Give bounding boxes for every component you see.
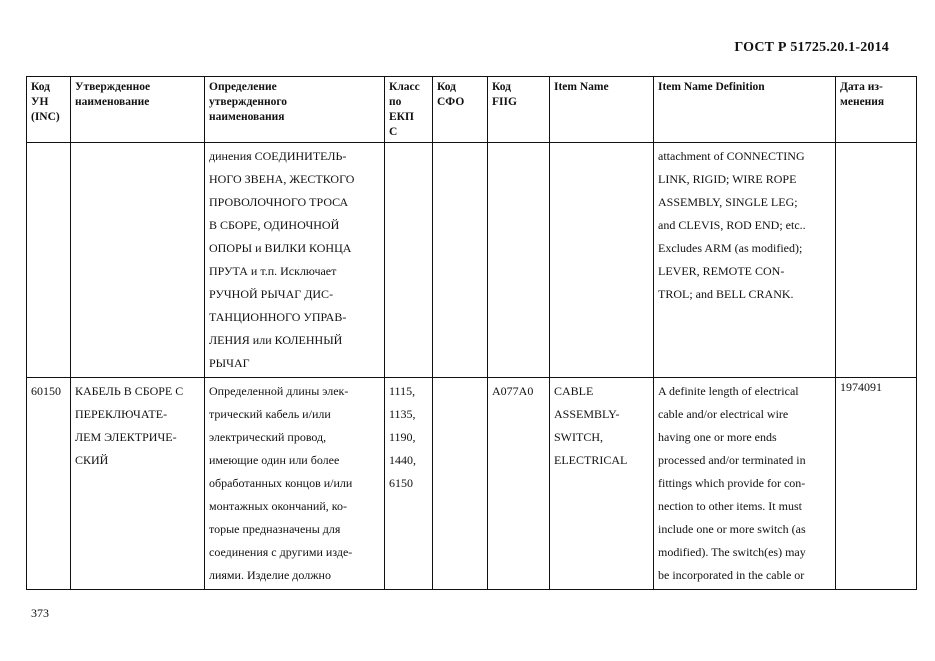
cell-approved-name: КАБЕЛЬ В СБОРЕ С ПЕРЕКЛЮЧАТЕ- ЛЕМ ЭЛЕКТРИЧЕ- СКИЙ (71, 378, 205, 590)
header-item-name-definition: Item Name Definition (654, 77, 836, 143)
cell-item-name-definition: A definite length of electrical cable and/or electrical wire having one or more ends processed and/or terminated in fittings which provide for con- nection to other items. It must include one or more switch (as modified). The switch(es) may be incorporated in the cable or (654, 378, 836, 590)
table-header-row (27, 77, 917, 143)
cell-fiig-code (488, 143, 550, 378)
header-item-name: Item Name (550, 77, 654, 143)
cell-name-definition: динения СОЕДИНИТЕЛЬ- НОГО ЗВЕНА, ЖЕСТКОГО ПРОВОЛОЧНОГО ТРОСА В СБОРЕ, ОДИНОЧНОЙ ОПОРЫ и ВИЛКИ КОНЦА ПРУТА и т.п. Исключает РУЧНОЙ РЫЧАГ ДИС- ТАНЦИОННОГО УПРАВ- ЛЕНИЯ или КОЛЕННЫЙ РЫЧАГ (205, 143, 385, 378)
cell-item-name-definition: attachment of CONNECTING LINK, RIGID; WIRE ROPE ASSEMBLY, SINGLE LEG; and CLEVIS, ROD END; etc.. Excludes ARM (as modified); LEVER, REMOTE CON- TROL; and BELL CRANK. (654, 143, 836, 378)
table-row (27, 378, 917, 590)
cell-ekps-class: 1115, 1135, 1190, 1440, 6150 (385, 378, 433, 590)
header-approved-name: Утвержденное наименование (71, 77, 205, 143)
cell-name-definition: Определенной длины элек- трический кабель и/или электрический провод, имеющие один или более обработанных концов и/или монтажных окончаний, ко- торые предназначены для соединения с другими изде- лиями. Изделие должно (205, 378, 385, 590)
cell-change-date: 1974091 (836, 378, 917, 590)
header-ekps-class: Класс по ЕКП С (385, 77, 433, 143)
table-row (27, 143, 917, 378)
cell-item-name: CABLE ASSEMBLY- SWITCH, ELECTRICAL (550, 378, 654, 590)
cell-item-name (550, 143, 654, 378)
cell-approved-name (71, 143, 205, 378)
cell-ekps-class (385, 143, 433, 378)
header-name-definition: Определение утвержденного наименования (205, 77, 385, 143)
cell-sfo-code (433, 378, 488, 590)
cell-inc-code: 60150 (27, 378, 71, 590)
cell-inc-code (27, 143, 71, 378)
header-fiig-code: Код FIIG (488, 77, 550, 143)
classification-table (26, 76, 917, 590)
page-number: 373 (31, 606, 49, 620)
cell-change-date (836, 143, 917, 378)
cell-fiig-code: A077A0 (488, 378, 550, 590)
header-change-date: Дата из- менения (836, 77, 917, 143)
header-inc-code: Код УН (INC) (27, 77, 71, 143)
header-sfo-code: Код СФО (433, 77, 488, 143)
document-standard-number: ГОСТ Р 51725.20.1-2014 (734, 40, 889, 55)
cell-sfo-code (433, 143, 488, 378)
